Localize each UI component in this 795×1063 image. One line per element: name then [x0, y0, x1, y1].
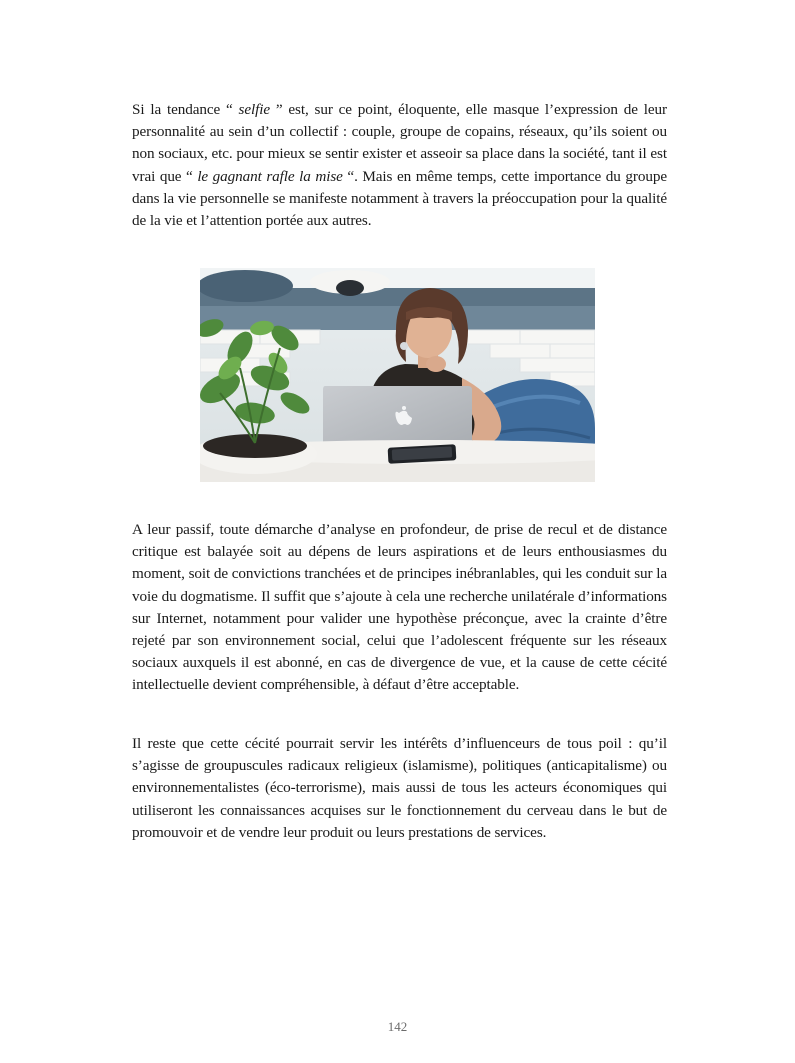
text-segment: “. Mais en même temps, cette importance du groupe dans la vie personnelle se manifeste notamment à travers la préoccupation pour la qualité de la vie et l’attention portée aux autres.	[132, 167, 667, 230]
paragraph-1	[132, 99, 667, 232]
italic-quote: le gagnant rafle la mise	[197, 167, 343, 185]
paragraph-2	[132, 519, 667, 697]
paragraph-3-text: Il reste que cette cécité pourrait servir les intérêts d’influenceurs de tous poil : qu’il s’agisse de groupuscules radicaux religieux (islamisme), politiques (anticapitalisme) ou environnementalistes (éco-terrorisme), mais aussi de tous les acteurs économiques qui utiliseront les connaissances acquises sur le fonctionnement du cerveau dans le but de promouvoir et de vendre leur produit ou leurs prestations de services.	[132, 735, 667, 841]
italic-term-selfie: selfie	[238, 101, 270, 118]
illustration-photo	[200, 268, 595, 482]
paragraph-3	[132, 733, 667, 844]
text-segment: ” est, sur ce point, éloquente, elle masque l’expression de leur personnalité au sein d’un collectif : couple, groupe de copains, réseaux, qu’ils soient ou non sociaux, etc. pour mieux se sentir exister et asseoir sa place dans la société, tant il est vrai que “	[132, 101, 667, 185]
paragraph-1-text	[132, 99, 667, 232]
paragraph-2-text: A leur passif, toute démarche d’analyse en profondeur, de prise de recul et de distance critique est balayée soit au dépens de leurs aspirations et de leurs enthousiasmes du moment, soit de convictions tranchées et de principes inébranlables, qui les conduit sur la voie du dogmatisme. Il suffit que s’ajoute à cela une recherche unilatérale d’informations sur Internet, notamment pour valider une hypothèse préconçue, avec la crainte d’être rejeté par son environnement social, celui que l’adolescent fréquente sur les réseaux sociaux auxquels il est abonné, en cas de divergence de vue, et la cause de cette cécité intellectuelle devient compréhensible, à défaut d’être acceptable.	[132, 521, 667, 694]
text-segment: Si la tendance “	[132, 101, 239, 118]
page-number: 142	[387, 1019, 408, 1034]
